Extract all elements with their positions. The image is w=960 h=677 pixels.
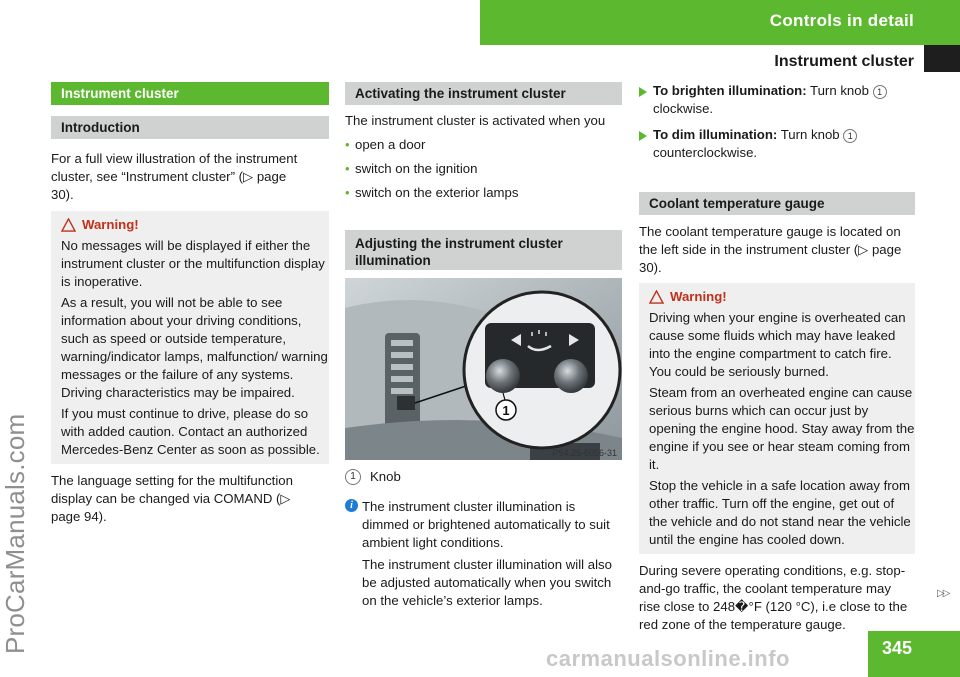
warning-paragraph: Steam from an overheated engine can cause serious burns which can occur just by opening the engine hood. Stay away from the engine if you see or hear steam coming from it.: [649, 385, 915, 472]
figure-caption: [345, 468, 622, 486]
warning-paragraph: As a result, you will not be able to see information about your driving conditions, such as speed or outside temperature, warning/indicator lamps, malfunction/ warning messages or the failure of any systems. Driving characteristics may be impaired.: [61, 295, 328, 400]
callout-1-label: 1: [502, 403, 510, 418]
column-left: [51, 82, 329, 526]
column-right: [639, 82, 915, 634]
list-item: • switch on the ignition: [345, 160, 622, 178]
info-icon: i: [345, 499, 358, 512]
chapter-title: Controls in detail: [769, 11, 914, 30]
brighten-text: Turn knob: [810, 83, 869, 98]
knob-number: 1: [843, 129, 857, 143]
heading-coolant: Coolant temperature gauge: [639, 192, 915, 215]
action-arrow-icon: [639, 131, 647, 141]
warning-title: Warning!: [82, 217, 139, 232]
brighten-instruction: [639, 82, 915, 118]
warning-triangle-icon: [649, 290, 664, 304]
action-arrow-icon: [639, 87, 647, 97]
caption-number: 1: [345, 469, 361, 485]
warning-box-left: [51, 211, 329, 464]
warning-heading: [61, 216, 329, 234]
caption-text: Knob: [370, 469, 401, 484]
list-item: • switch on the exterior lamps: [345, 184, 622, 202]
warning-box-right: [639, 283, 915, 554]
knob-number: 1: [873, 85, 887, 99]
section-title: Instrument cluster: [774, 53, 914, 70]
knob-photo: [345, 278, 622, 460]
info-paragraph: The instrument cluster illumination is dimmed or brightened automatically to suit ambient light conditions.: [362, 499, 610, 550]
dashboard-illustration: [345, 278, 622, 460]
column-middle: [345, 82, 622, 610]
figure-code: P54.25-6056-31: [552, 448, 617, 458]
heading-introduction: Introduction: [51, 116, 329, 139]
chapter-tab: [480, 0, 960, 45]
dim-label: To dim illumination:: [653, 127, 778, 142]
side-watermark: ProCarManuals.com: [0, 413, 30, 654]
page-number-tab: [868, 631, 960, 677]
activating-intro: The instrument cluster is activated when you: [345, 113, 606, 128]
dim-instruction: [639, 126, 915, 162]
warning-heading: [649, 288, 915, 306]
brighten-label: To brighten illumination:: [653, 83, 807, 98]
heading-activating: Activating the instrument cluster: [345, 82, 622, 105]
info-paragraph: The instrument cluster illumination will also be adjusted automatically when you switch on the vehicle’s exterior lamps.: [362, 557, 612, 608]
dim-direction: counterclockwise.: [653, 145, 758, 160]
activating-list: [345, 136, 622, 202]
corner-marker: [924, 45, 960, 72]
page-number: 345: [882, 638, 913, 658]
heading-adjusting: Adjusting the instrument cluster illumination: [345, 230, 622, 270]
continue-arrows-icon: ▷▷: [937, 588, 949, 599]
language-text: The language setting for the multifunction display can be changed via COMAND (▷ page 94).: [51, 473, 293, 524]
bottom-watermark: carmanualsonline.info: [546, 646, 790, 671]
coolant-intro: The coolant temperature gauge is located on the left side in the instrument cluster (▷ page 30).: [639, 224, 902, 275]
warning-paragraph: No messages will be displayed if either the instrument cluster or the multifunction display is inoperative.: [61, 238, 325, 289]
warning-triangle-icon: [61, 218, 76, 232]
dim-text: Turn knob: [780, 127, 840, 142]
warning-paragraph: If you must continue to drive, please do so with added caution. Contact an authorized Mercedes-Benz Center as soon as possible.: [61, 406, 320, 457]
warning-paragraph: Stop the vehicle in a safe location away from other traffic. Turn off the engine, get out of the vehicle and do not stand near the vehicle until the engine has cooled down.: [649, 478, 911, 547]
warning-paragraph: Driving when your engine is overheated can cause some fluids which may have leaked into the engine compartment to catch fire. You could be seriously burned.: [649, 310, 906, 379]
coolant-outro: During severe operating conditions, e.g. stop-and-go traffic, the coolant temperature may rise close to 248�°F (120 °C), i.e close to the red zone of the temperature gauge.: [639, 563, 908, 632]
intro-text: For a full view illustration of the instrument cluster, see “Instrument cluster” (▷ page 30).: [51, 151, 298, 202]
list-item: • open a door: [345, 136, 622, 154]
brighten-direction: clockwise.: [653, 101, 714, 116]
info-note: [345, 498, 622, 610]
warning-title: Warning!: [670, 289, 727, 304]
heading-instrument-cluster: Instrument cluster: [51, 82, 329, 105]
